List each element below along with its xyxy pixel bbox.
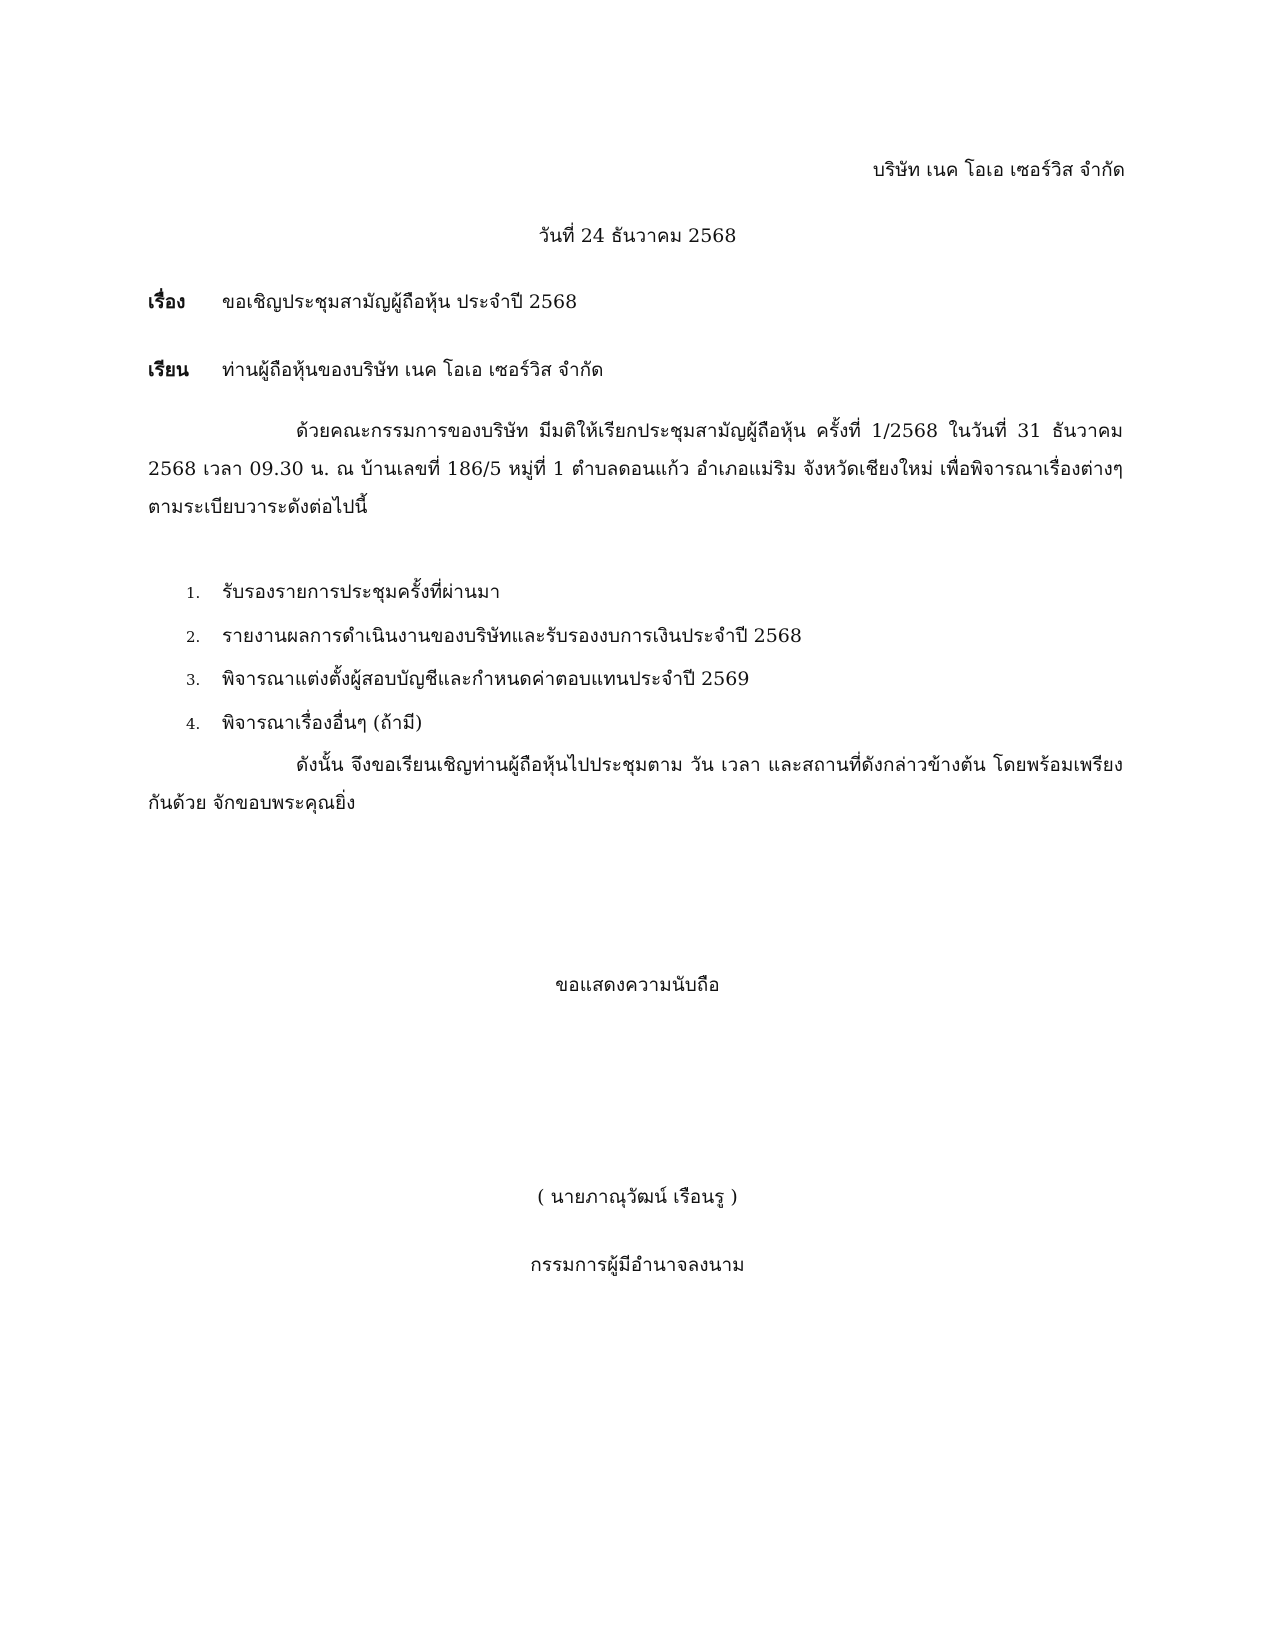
agenda-text: พิจารณาแต่งตั้งผู้สอบบัญชีและกำหนดค่าตอบแทนประจำปี 2569	[222, 668, 750, 690]
signer-name: ( นายภาณุวัฒน์ เรือนรู )	[537, 1186, 738, 1208]
agenda-number: 4.	[186, 715, 201, 733]
agenda-number: 3.	[186, 671, 201, 689]
agenda-item	[186, 621, 802, 651]
agenda-item	[186, 577, 500, 607]
recipient-text: ท่านผู้ถือหุ้นของบริษัท เนค โอเอ เซอร์วิส จำกัด	[222, 359, 604, 381]
agenda-text: รายงานผลการดำเนินงานของบริษัทและรับรองงบการเงินประจำปี 2568	[222, 625, 802, 647]
agenda-text: รับรองรายการประชุมครั้งที่ผ่านมา	[222, 581, 501, 603]
regards-line: ขอแสดงความนับถือ	[555, 974, 720, 996]
subject-text: ขอเชิญประชุมสามัญผู้ถือหุ้น ประจำปี 2568	[222, 291, 578, 313]
company-header: บริษัท เนค โอเอ เซอร์วิส จำกัด	[872, 159, 1125, 181]
agenda-item	[186, 664, 749, 694]
subject-label: เรื่อง	[148, 291, 186, 313]
letter-date: วันที่ 24 ธันวาคม 2568	[538, 225, 737, 247]
agenda-item	[186, 708, 422, 738]
recipient-label: เรียน	[148, 359, 189, 381]
agenda-number: 1.	[186, 584, 201, 602]
intro-paragraph: ด้วยคณะกรรมการของบริษัท มีมติให้เรียกประชุมสามัญผู้ถือหุ้น ครั้งที่ 1/2568 ในวันที่ 31 ธันวาคม 2568 เวลา 09.30 น. ณ บ้านเลขที่ 186/5 หมู่ที่ 1 ตำบลดอนแก้ว อำเภอแม่ริม จังหวัดเชียงใหม่ เพื่อพิจารณาเรื่องต่างๆ ตามระเบียบวาระดังต่อไปนี้	[148, 420, 1123, 518]
agenda-number: 2.	[186, 628, 201, 646]
agenda-text: พิจารณาเรื่องอื่นๆ (ถ้ามี)	[222, 712, 423, 734]
signer-title: กรรมการผู้มีอำนาจลงนาม	[530, 1254, 745, 1276]
closing-paragraph: ดังนั้น จึงขอเรียนเชิญท่านผู้ถือหุ้นไปประชุมตาม วัน เวลา และสถานที่ดังกล่าวข้างต้น โดยพร้อมเพรียงกันด้วย จักขอบพระคุณยิ่ง	[148, 754, 1123, 814]
